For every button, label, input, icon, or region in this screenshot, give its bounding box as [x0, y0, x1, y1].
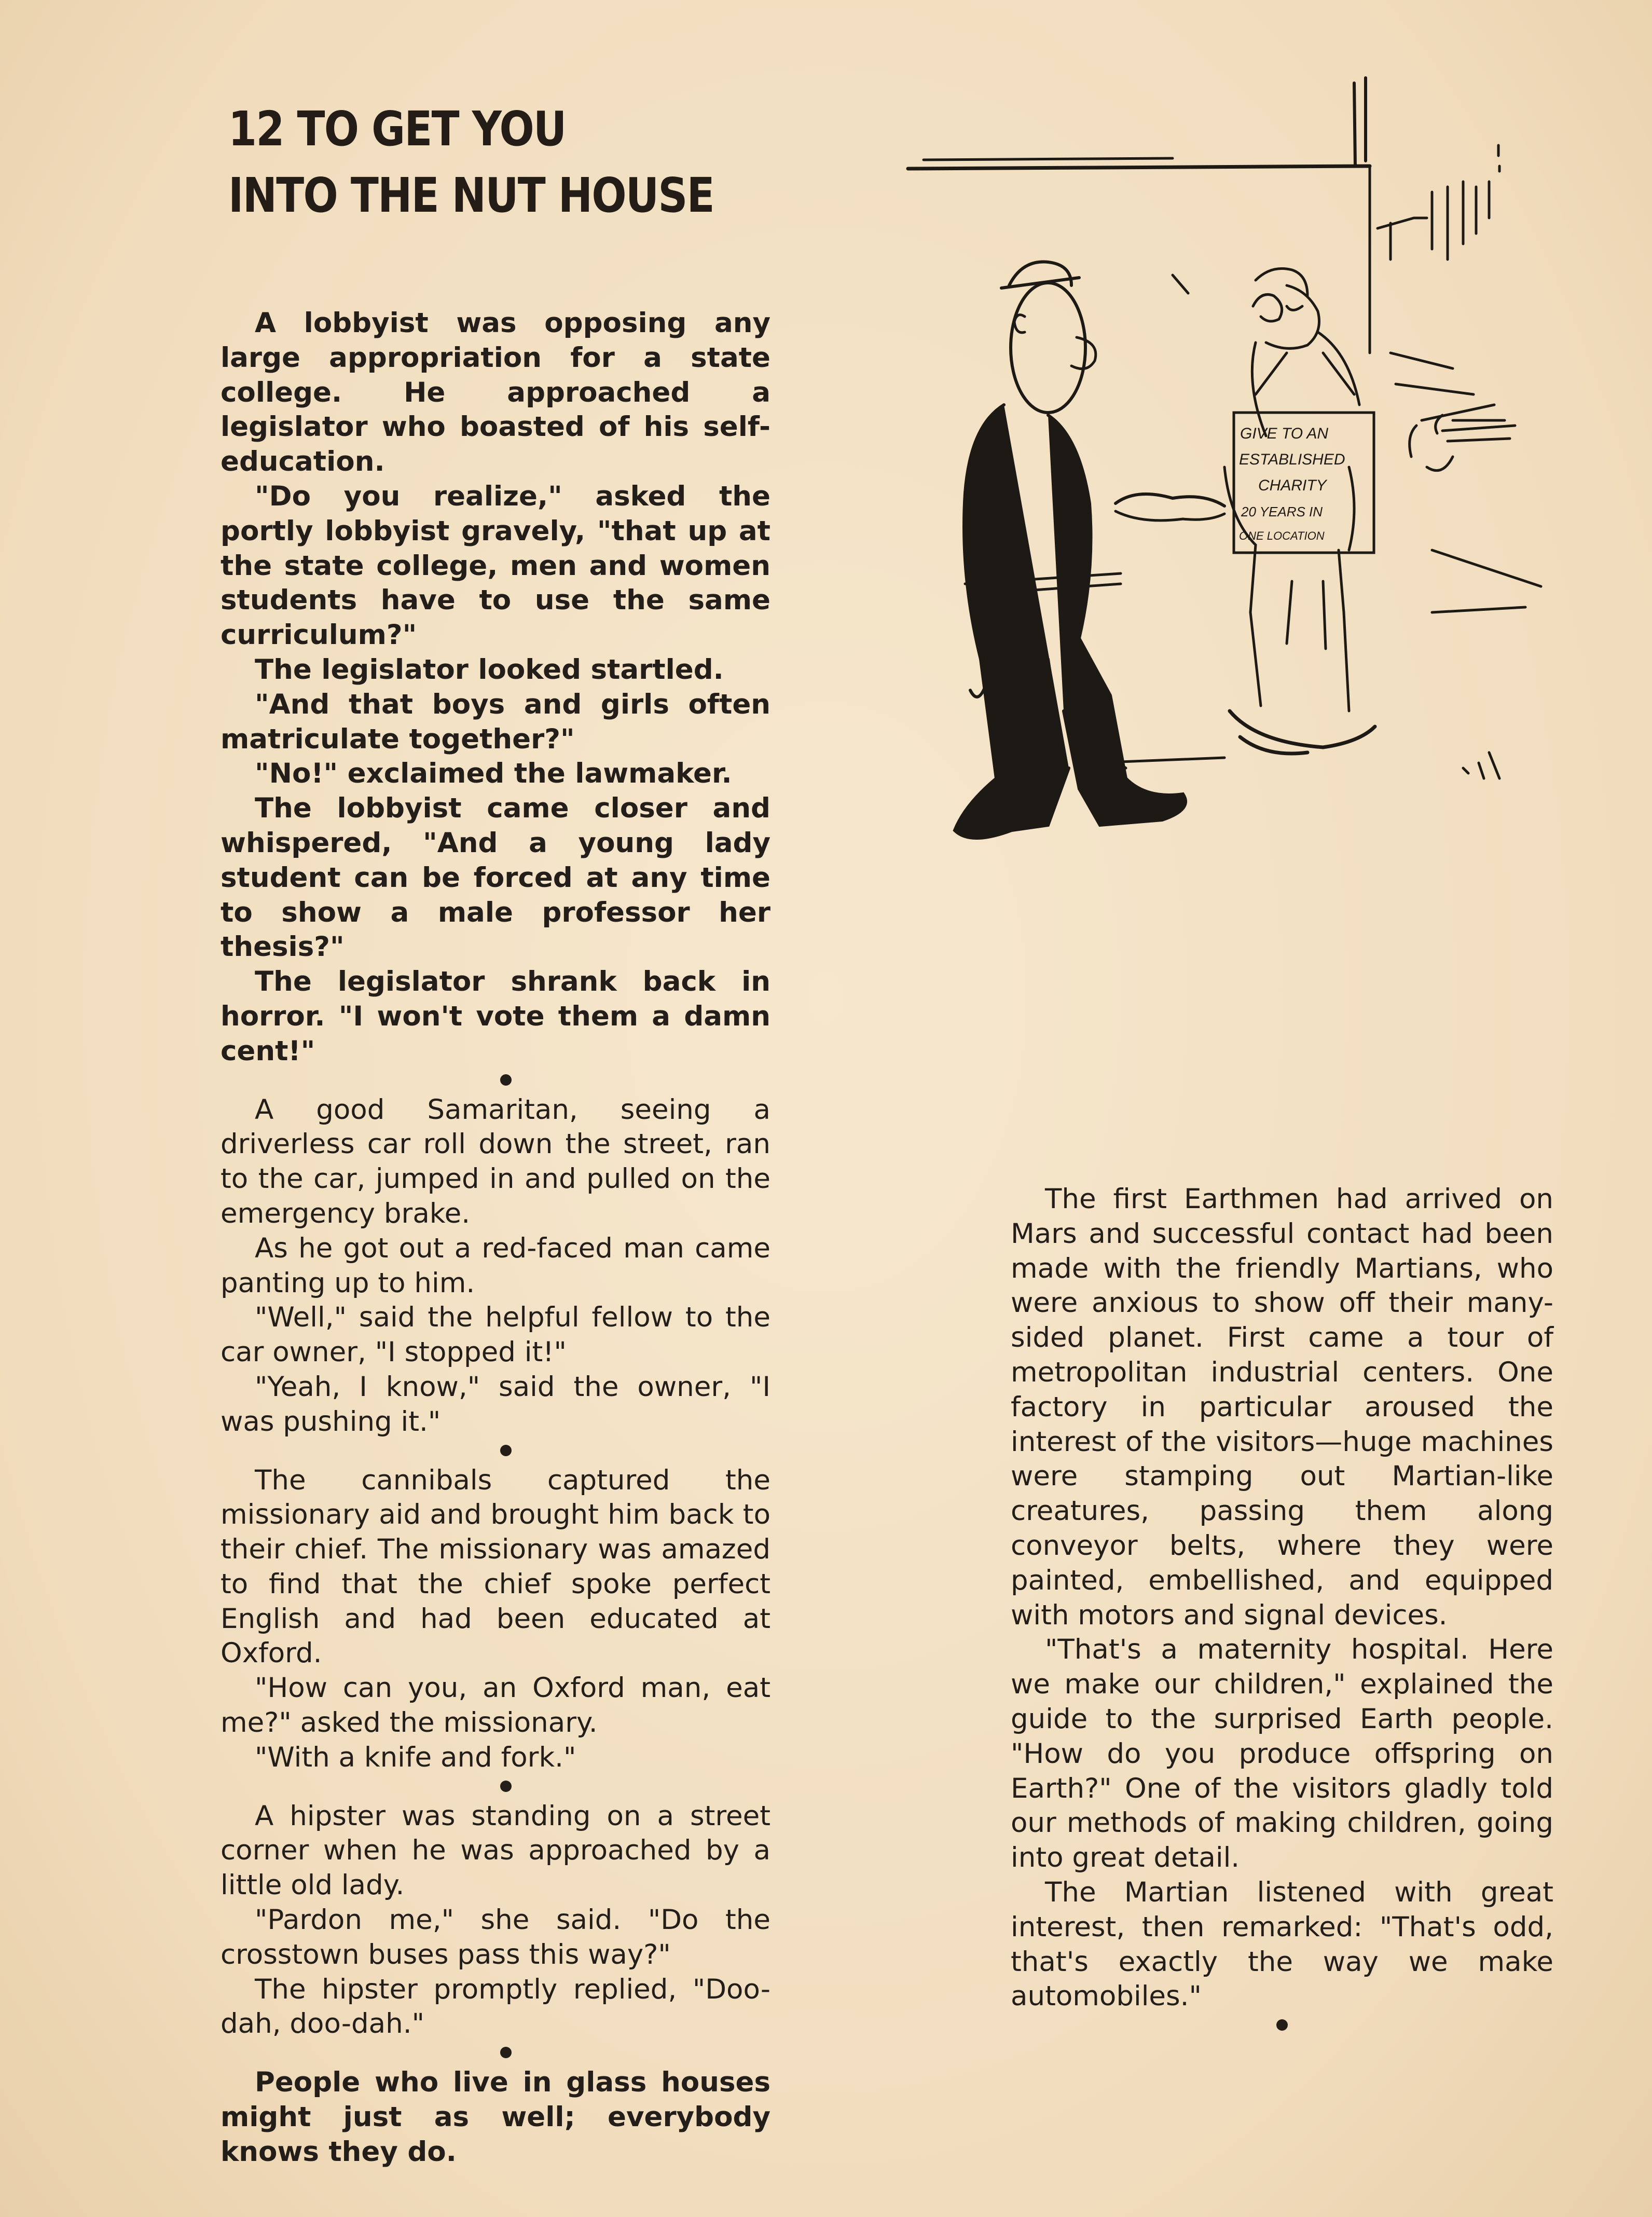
paragraph: "Do you realize," asked the portly lobbyist gravely, "that up at the state college, men and women students have to use the same curriculum?" [221, 480, 770, 651]
paragraph: "Pardon me," she said. "Do the crosstown buses pass this way?" [221, 1904, 770, 1970]
joke-hipster [221, 1799, 770, 2042]
paragraph: A good Samaritan, seeing a driverless car roll down the street, ran to the car, jumped in and pulled on the emergency brake. [221, 1093, 770, 1229]
page-title [228, 96, 719, 229]
paragraph: As he got out a red-faced man came panting up to him. [221, 1232, 770, 1299]
sign-text-line-3: CHARITY [1258, 477, 1327, 494]
paragraph: A lobbyist was opposing any large appropriation for a state college. He approached a legislator who boasted of his self-education. [221, 307, 770, 478]
paragraph: A hipster was standing on a street corner when he was approached by a little old lady. [221, 1800, 770, 1901]
separator-bullet [500, 1074, 512, 1086]
paragraph: "That's a maternity hospital. Here we make our children," explained the guide to the surprised Earth people. "How do you produce offspring on Earth?" One of the visitors gladly told our methods of making children, going into great detail. [1011, 1634, 1553, 1874]
joke-lobbyist [221, 306, 770, 1069]
paragraph: "How can you, an Oxford man, eat me?" asked the missionary. [221, 1672, 770, 1739]
sign-text-line-4: 20 YEARS IN [1241, 504, 1323, 519]
paragraph: The lobbyist came closer and whispered, "And a young lady student can be forced at any time to show a male professor her thesis?" [221, 792, 770, 963]
paragraph: People who live in glass houses might just as well; everybody knows they do. [221, 2067, 770, 2168]
paragraph: "No!" exclaimed the lawmaker. [255, 758, 732, 790]
paragraph: The cannibals captured the missionary aid and brought him back to their chief. The missionary was amazed to find that the chief spoke perfect English and had been educated at Oxford. [221, 1464, 770, 1669]
joke-glass-houses [221, 2065, 770, 2169]
paragraph: "With a knife and fork." [255, 1741, 576, 1773]
title-line-2: INTO THE NUT HOUSE [228, 168, 714, 223]
cartoon-illustration [892, 62, 1567, 872]
separator-bullet [500, 1445, 512, 1456]
left-column [221, 306, 770, 2170]
sign-text-line-1: GIVE TO AN [1240, 425, 1329, 442]
paragraph: "And that boys and girls often matriculate together?" [221, 688, 770, 755]
paragraph: The Martian listened with great interest, then remarked: "That's odd, that's exactly the way we make automobiles." [1011, 1876, 1553, 2013]
joke-good-samaritan [221, 1093, 770, 1440]
paragraph: "Well," said the helpful fellow to the car owner, "I stopped it!" [221, 1302, 770, 1368]
sign-text-line-2: ESTABLISHED [1239, 451, 1345, 468]
title-line-1: 12 TO GET YOU [228, 101, 566, 157]
joke-cannibals [221, 1463, 770, 1775]
right-column [1011, 1182, 1553, 2038]
paragraph: The first Earthmen had arrived on Mars and successful contact had been made with the friendly Martians, who were anxious to show off their many-sided planet. First came a tour of metropolitan industrial centers. One factory in particular aroused the interest of the visitors—huge machines were stamping out Martian-like creatures, passing them along conveyor belts, where they were painted, embellished, and equipped with motors and signal devices. [1011, 1183, 1553, 1631]
paragraph: The legislator shrank back in horror. "I won't vote them a damn cent!" [221, 966, 770, 1067]
paragraph: "Yeah, I know," said the owner, "I was pushing it." [221, 1371, 770, 1438]
sign-text-line-5: ONE LOCATION [1239, 529, 1325, 542]
separator-bullet [1276, 2019, 1288, 2031]
paragraph: The hipster promptly replied, "Doo-dah, doo-dah." [221, 1973, 770, 2040]
paragraph: The legislator looked startled. [255, 653, 724, 686]
separator-bullet [500, 1781, 512, 1792]
separator-bullet [500, 2047, 512, 2058]
